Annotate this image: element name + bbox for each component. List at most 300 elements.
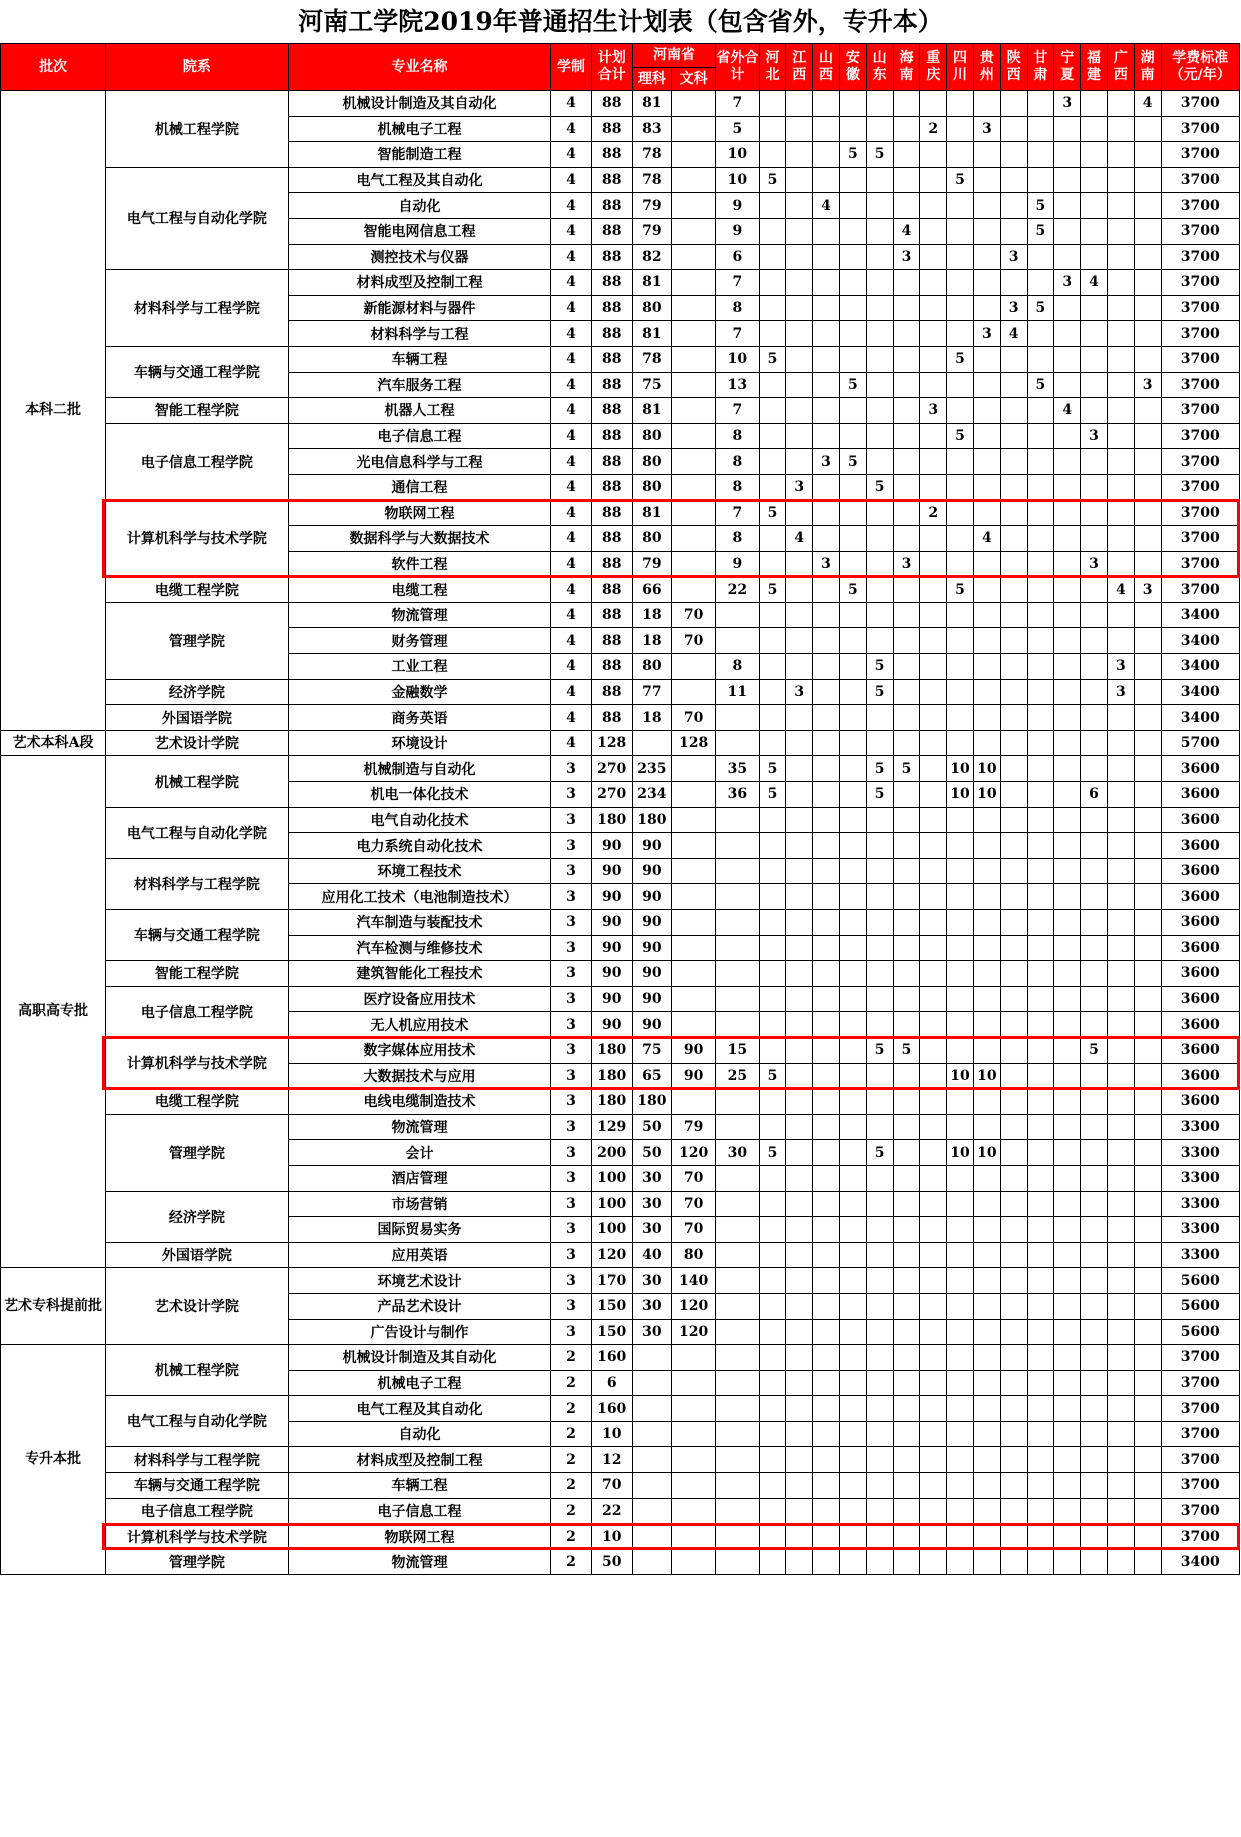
duration-cell: 4 — [551, 346, 591, 372]
science-cell — [632, 1396, 671, 1422]
province-cell — [1107, 295, 1134, 321]
major-name-cell: 环境工程技术 — [288, 858, 551, 884]
province-cell — [1027, 551, 1054, 577]
arts-cell — [671, 1549, 715, 1575]
province-cell — [839, 1037, 866, 1063]
province-cell — [947, 1191, 974, 1217]
province-cell — [1107, 167, 1134, 193]
province-cell — [947, 91, 974, 117]
province-cell — [1081, 679, 1108, 705]
header-outside-total: 省外合计 — [716, 44, 759, 91]
province-cell — [1081, 1421, 1108, 1447]
province-cell — [786, 1421, 813, 1447]
province-cell — [920, 1242, 947, 1268]
province-cell — [759, 654, 786, 680]
header-batch: 批次 — [1, 44, 106, 91]
major-name-cell: 电子信息工程 — [288, 1498, 551, 1524]
province-cell — [973, 1319, 1000, 1345]
arts-cell: 70 — [671, 1217, 715, 1243]
province-cell — [1107, 1165, 1134, 1191]
arts-cell — [671, 244, 715, 270]
province-cell — [1054, 961, 1081, 987]
table-row — [1, 1524, 1240, 1550]
province-cell — [1054, 1242, 1081, 1268]
province-cell — [1134, 1089, 1161, 1115]
province-cell — [1054, 1447, 1081, 1473]
province-cell — [1081, 244, 1108, 270]
province-cell — [1054, 1421, 1081, 1447]
province-cell — [1081, 1114, 1108, 1140]
duration-cell: 2 — [551, 1396, 591, 1422]
province-cell — [866, 1396, 893, 1422]
province-cell — [759, 730, 786, 756]
province-cell — [1000, 577, 1027, 603]
province-cell — [813, 1037, 840, 1063]
province-cell — [1081, 1498, 1108, 1524]
province-cell — [947, 935, 974, 961]
province-cell — [973, 193, 1000, 219]
province-cell — [866, 116, 893, 142]
college-cell: 智能工程学院 — [106, 398, 288, 424]
science-cell: 80 — [632, 423, 671, 449]
plan-total-cell: 88 — [591, 551, 632, 577]
header-province: 山东 — [866, 44, 893, 91]
plan-total-cell: 88 — [591, 654, 632, 680]
province-cell — [1081, 321, 1108, 347]
province-cell — [759, 1396, 786, 1422]
fee-cell: 3600 — [1161, 807, 1239, 833]
plan-total-cell: 88 — [591, 116, 632, 142]
province-cell — [866, 321, 893, 347]
province-cell: 3 — [1000, 295, 1027, 321]
province-cell — [1134, 423, 1161, 449]
major-name-cell: 车辆工程 — [288, 346, 551, 372]
science-cell: 18 — [632, 628, 671, 654]
fee-cell: 3700 — [1161, 1524, 1239, 1550]
plan-total-cell: 88 — [591, 602, 632, 628]
science-cell: 65 — [632, 1063, 671, 1089]
province-cell — [1027, 91, 1054, 117]
province-cell — [813, 372, 840, 398]
header-province: 湖南 — [1134, 44, 1161, 91]
college-cell: 智能工程学院 — [106, 961, 288, 987]
province-cell: 4 — [973, 526, 1000, 552]
province-cell — [1027, 1473, 1054, 1499]
province-cell — [893, 961, 920, 987]
province-cell — [1081, 884, 1108, 910]
header-duration: 学制 — [551, 44, 591, 91]
arts-cell — [671, 833, 715, 859]
province-cell — [1000, 1319, 1027, 1345]
province-cell — [1107, 1191, 1134, 1217]
fee-cell: 3700 — [1161, 474, 1239, 500]
province-cell — [1000, 1524, 1027, 1550]
province-cell — [1027, 1268, 1054, 1294]
province-cell — [1000, 1549, 1027, 1575]
major-name-cell: 机器人工程 — [288, 398, 551, 424]
outside-total-cell — [716, 628, 759, 654]
province-cell — [893, 935, 920, 961]
major-name-cell: 自动化 — [288, 193, 551, 219]
plan-total-cell: 88 — [591, 321, 632, 347]
arts-cell — [671, 935, 715, 961]
province-cell — [1107, 372, 1134, 398]
science-cell — [632, 1421, 671, 1447]
province-cell: 5 — [947, 346, 974, 372]
province-cell: 10 — [973, 1140, 1000, 1166]
province-cell — [813, 833, 840, 859]
province-cell — [866, 986, 893, 1012]
province-cell — [1027, 577, 1054, 603]
province-cell — [813, 398, 840, 424]
province-cell — [813, 986, 840, 1012]
province-cell — [759, 1089, 786, 1115]
province-cell — [866, 577, 893, 603]
province-cell — [1107, 1473, 1134, 1499]
major-name-cell: 电气自动化技术 — [288, 807, 551, 833]
province-cell — [1054, 1549, 1081, 1575]
province-cell — [1107, 1447, 1134, 1473]
province-cell — [866, 1165, 893, 1191]
province-cell — [813, 1242, 840, 1268]
province-cell — [893, 398, 920, 424]
arts-cell — [671, 1396, 715, 1422]
province-cell — [786, 270, 813, 296]
fee-cell: 3300 — [1161, 1165, 1239, 1191]
province-cell — [1054, 1293, 1081, 1319]
fee-cell: 3600 — [1161, 935, 1239, 961]
province-cell — [759, 602, 786, 628]
province-cell — [839, 730, 866, 756]
province-cell — [1027, 1293, 1054, 1319]
province-cell — [1081, 1370, 1108, 1396]
province-cell — [1134, 1217, 1161, 1243]
province-cell — [786, 1089, 813, 1115]
province-cell — [1054, 1217, 1081, 1243]
province-cell: 2 — [920, 116, 947, 142]
province-cell — [1000, 91, 1027, 117]
outside-total-cell: 8 — [716, 423, 759, 449]
arts-cell — [671, 577, 715, 603]
province-cell — [893, 807, 920, 833]
province-cell — [1054, 474, 1081, 500]
province-cell — [759, 858, 786, 884]
province-cell — [973, 218, 1000, 244]
province-cell — [947, 551, 974, 577]
province-cell — [866, 423, 893, 449]
duration-cell: 2 — [551, 1370, 591, 1396]
province-cell — [893, 1242, 920, 1268]
province-cell — [947, 270, 974, 296]
province-cell: 4 — [1081, 270, 1108, 296]
province-cell — [1081, 474, 1108, 500]
arts-cell: 70 — [671, 1191, 715, 1217]
fee-cell: 3700 — [1161, 1421, 1239, 1447]
province-cell — [1054, 1012, 1081, 1038]
province-cell — [1027, 628, 1054, 654]
major-name-cell: 光电信息科学与工程 — [288, 449, 551, 475]
province-cell — [1027, 1345, 1054, 1371]
header-plan-total: 计划合计 — [591, 44, 632, 91]
duration-cell: 3 — [551, 833, 591, 859]
province-cell — [866, 1319, 893, 1345]
province-cell — [1054, 935, 1081, 961]
province-cell — [1081, 833, 1108, 859]
province-cell — [1000, 116, 1027, 142]
province-cell — [1000, 1037, 1027, 1063]
province-cell: 3 — [786, 474, 813, 500]
province-cell — [973, 679, 1000, 705]
province-cell — [813, 1370, 840, 1396]
province-cell — [1134, 1473, 1161, 1499]
province-cell: 10 — [947, 756, 974, 782]
province-cell — [1134, 679, 1161, 705]
province-cell: 5 — [1081, 1037, 1108, 1063]
college-cell: 计算机科学与技术学院 — [106, 1037, 288, 1088]
province-cell — [786, 500, 813, 526]
outside-total-cell — [716, 807, 759, 833]
table-row — [1, 807, 1240, 833]
province-cell — [786, 167, 813, 193]
province-cell — [866, 346, 893, 372]
plan-total-cell: 88 — [591, 449, 632, 475]
province-cell — [1107, 398, 1134, 424]
province-cell — [759, 1217, 786, 1243]
province-cell — [759, 1268, 786, 1294]
province-cell — [1000, 1217, 1027, 1243]
province-cell — [1000, 910, 1027, 936]
province-cell — [893, 1549, 920, 1575]
outside-total-cell: 7 — [716, 500, 759, 526]
table-row — [1, 1498, 1240, 1524]
province-cell — [920, 372, 947, 398]
fee-cell: 3600 — [1161, 833, 1239, 859]
province-cell — [1134, 1345, 1161, 1371]
duration-cell: 4 — [551, 449, 591, 475]
province-cell — [973, 1242, 1000, 1268]
province-cell — [1107, 1114, 1134, 1140]
header-province: 河北 — [759, 44, 786, 91]
province-cell: 3 — [786, 679, 813, 705]
province-cell — [1054, 1473, 1081, 1499]
province-cell — [920, 295, 947, 321]
province-cell — [866, 935, 893, 961]
outside-total-cell — [716, 1268, 759, 1294]
province-cell — [813, 142, 840, 168]
province-cell — [1107, 474, 1134, 500]
province-cell — [1027, 884, 1054, 910]
province-cell: 5 — [866, 679, 893, 705]
province-cell — [1054, 551, 1081, 577]
province-cell — [947, 679, 974, 705]
province-cell: 3 — [973, 321, 1000, 347]
province-cell — [1134, 910, 1161, 936]
fee-cell: 3700 — [1161, 91, 1239, 117]
plan-total-cell: 88 — [591, 398, 632, 424]
province-cell — [839, 1012, 866, 1038]
province-cell — [813, 91, 840, 117]
arts-cell: 120 — [671, 1293, 715, 1319]
college-cell: 计算机科学与技术学院 — [106, 500, 288, 577]
major-name-cell: 物联网工程 — [288, 1524, 551, 1550]
province-cell — [947, 1549, 974, 1575]
province-cell — [759, 1473, 786, 1499]
college-cell: 电子信息工程学院 — [106, 986, 288, 1037]
outside-total-cell: 7 — [716, 270, 759, 296]
province-cell: 5 — [866, 1140, 893, 1166]
province-cell — [973, 705, 1000, 731]
province-cell — [1107, 756, 1134, 782]
province-cell — [920, 1549, 947, 1575]
science-cell — [632, 1447, 671, 1473]
province-cell — [813, 654, 840, 680]
major-name-cell: 材料成型及控制工程 — [288, 1447, 551, 1473]
province-cell: 5 — [759, 1063, 786, 1089]
province-cell — [1134, 705, 1161, 731]
college-cell: 电气工程与自动化学院 — [106, 167, 288, 269]
duration-cell: 4 — [551, 193, 591, 219]
table-row — [1, 679, 1240, 705]
province-cell — [1000, 1370, 1027, 1396]
province-cell — [1000, 858, 1027, 884]
province-cell — [839, 1370, 866, 1396]
province-cell — [920, 1498, 947, 1524]
province-cell — [1107, 270, 1134, 296]
province-cell — [786, 1447, 813, 1473]
province-cell — [947, 1447, 974, 1473]
fee-cell: 3600 — [1161, 858, 1239, 884]
province-cell — [786, 142, 813, 168]
province-cell — [1054, 756, 1081, 782]
province-cell — [866, 449, 893, 475]
plan-total-cell: 50 — [591, 1549, 632, 1575]
province-cell — [839, 116, 866, 142]
enrollment-plan-table — [0, 43, 1240, 1575]
province-cell — [1000, 679, 1027, 705]
plan-total-cell: 160 — [591, 1396, 632, 1422]
province-cell — [866, 1268, 893, 1294]
province-cell — [813, 500, 840, 526]
province-cell — [1000, 1268, 1027, 1294]
province-cell: 3 — [813, 551, 840, 577]
major-name-cell: 新能源材料与器件 — [288, 295, 551, 321]
province-cell — [973, 1421, 1000, 1447]
province-cell — [1000, 1293, 1027, 1319]
province-cell — [1054, 1191, 1081, 1217]
province-cell: 5 — [866, 474, 893, 500]
province-cell — [947, 1370, 974, 1396]
province-cell — [786, 551, 813, 577]
province-cell — [1054, 142, 1081, 168]
plan-total-cell: 128 — [591, 730, 632, 756]
province-cell — [839, 218, 866, 244]
major-name-cell: 应用英语 — [288, 1242, 551, 1268]
duration-cell: 3 — [551, 858, 591, 884]
fee-cell: 3700 — [1161, 270, 1239, 296]
province-cell — [973, 1089, 1000, 1115]
science-cell: 30 — [632, 1191, 671, 1217]
arts-cell: 80 — [671, 1242, 715, 1268]
province-cell — [1000, 449, 1027, 475]
province-cell — [1081, 1089, 1108, 1115]
arts-cell — [671, 270, 715, 296]
duration-cell: 3 — [551, 1140, 591, 1166]
province-cell — [839, 321, 866, 347]
outside-total-cell: 9 — [716, 551, 759, 577]
province-cell — [973, 1012, 1000, 1038]
province-cell — [947, 116, 974, 142]
arts-cell — [671, 807, 715, 833]
college-cell: 外国语学院 — [106, 1242, 288, 1268]
province-cell — [1107, 244, 1134, 270]
duration-cell: 4 — [551, 321, 591, 347]
plan-total-cell: 90 — [591, 1012, 632, 1038]
province-cell — [786, 833, 813, 859]
province-cell — [920, 1370, 947, 1396]
province-cell: 10 — [973, 782, 1000, 808]
province-cell — [893, 167, 920, 193]
province-cell — [786, 1114, 813, 1140]
province-cell — [973, 807, 1000, 833]
plan-total-cell: 180 — [591, 1089, 632, 1115]
outside-total-cell — [716, 1421, 759, 1447]
plan-total-cell: 88 — [591, 577, 632, 603]
province-cell — [866, 884, 893, 910]
province-cell — [893, 782, 920, 808]
duration-cell: 4 — [551, 654, 591, 680]
province-cell — [893, 1191, 920, 1217]
table-row — [1, 858, 1240, 884]
province-cell — [1107, 1319, 1134, 1345]
province-cell — [839, 295, 866, 321]
province-cell — [947, 1268, 974, 1294]
province-cell — [973, 398, 1000, 424]
plan-total-cell: 88 — [591, 295, 632, 321]
province-cell — [920, 167, 947, 193]
batch-cell: 专升本批 — [1, 1345, 106, 1575]
province-cell — [973, 270, 1000, 296]
province-cell — [893, 654, 920, 680]
province-cell — [786, 1165, 813, 1191]
province-cell — [973, 602, 1000, 628]
province-cell — [893, 730, 920, 756]
province-cell — [786, 244, 813, 270]
fee-cell: 3600 — [1161, 1063, 1239, 1089]
province-cell — [920, 961, 947, 987]
outside-total-cell — [716, 1217, 759, 1243]
province-cell — [1000, 1063, 1027, 1089]
province-cell — [920, 833, 947, 859]
arts-cell — [671, 1370, 715, 1396]
province-cell — [813, 935, 840, 961]
duration-cell: 3 — [551, 1063, 591, 1089]
province-cell — [866, 1549, 893, 1575]
plan-total-cell: 170 — [591, 1268, 632, 1294]
table-row — [1, 756, 1240, 782]
college-cell: 管理学院 — [106, 602, 288, 679]
province-cell — [893, 628, 920, 654]
province-cell — [1134, 833, 1161, 859]
province-cell — [920, 474, 947, 500]
table-row — [1, 1396, 1240, 1422]
province-cell — [920, 91, 947, 117]
duration-cell: 4 — [551, 551, 591, 577]
province-cell — [1134, 193, 1161, 219]
arts-cell — [671, 1524, 715, 1550]
college-cell: 外国语学院 — [106, 705, 288, 731]
province-cell — [947, 1037, 974, 1063]
province-cell — [866, 858, 893, 884]
